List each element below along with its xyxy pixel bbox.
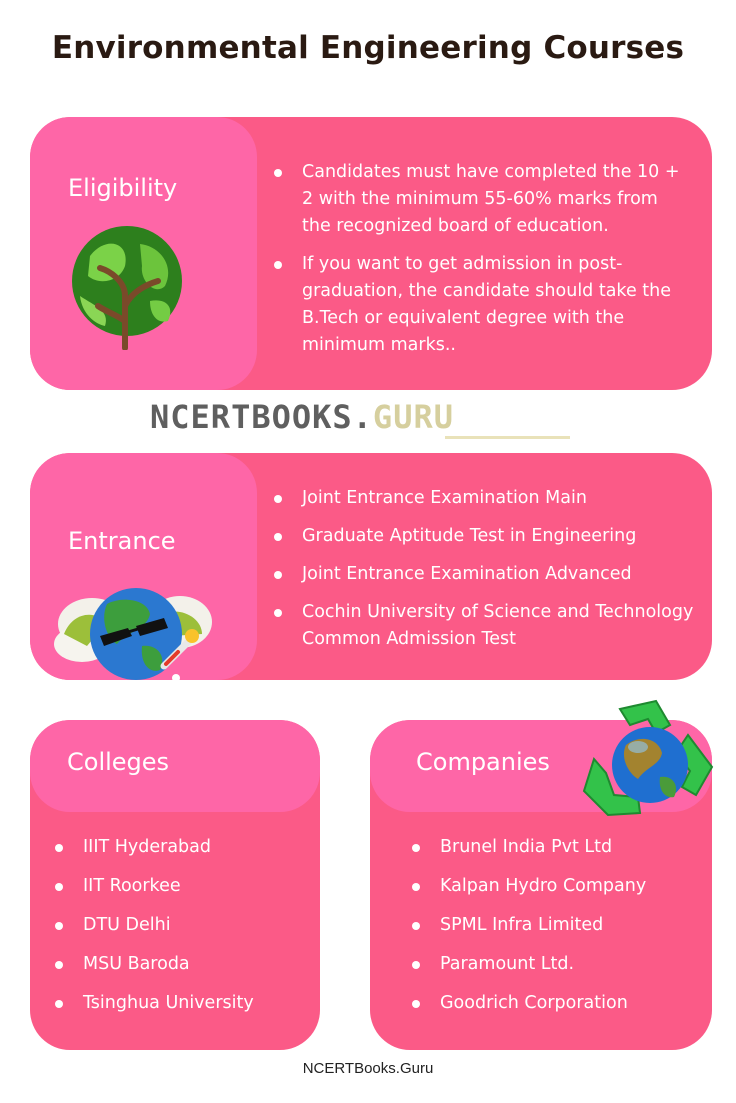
page-title: Environmental Engineering Courses xyxy=(51,30,685,66)
watermark-main: NCERTBOOKS. xyxy=(150,398,373,436)
list-item: Graduate Aptitude Test in Engineering xyxy=(272,523,702,550)
colleges-label: Colleges xyxy=(67,748,170,776)
list-item: Paramount Ltd. xyxy=(410,951,705,978)
tree-globe-icon xyxy=(70,226,186,350)
list-item: Kalpan Hydro Company xyxy=(410,873,705,900)
entrance-label: Entrance xyxy=(68,527,176,555)
list-item: IIIT Hyderabad xyxy=(53,834,315,861)
eligibility-label: Eligibility xyxy=(68,174,178,202)
list-item: Joint Entrance Examination Advanced xyxy=(272,561,702,588)
list-item: Cochin University of Science and Technology Common Admission Test xyxy=(272,599,702,653)
companies-list xyxy=(410,834,705,1017)
list-item: Tsinghua University xyxy=(53,990,315,1017)
entrance-list xyxy=(272,485,702,653)
watermark-underline xyxy=(445,436,570,439)
colleges-card xyxy=(30,720,320,1050)
companies-label: Companies xyxy=(416,748,550,776)
colleges-list xyxy=(53,834,315,1017)
watermark xyxy=(150,398,454,436)
globe-sunglasses-icon xyxy=(52,574,216,686)
list-item: SPML Infra Limited xyxy=(410,912,705,939)
recycle-globe-icon xyxy=(578,695,718,821)
list-item: DTU Delhi xyxy=(53,912,315,939)
watermark-accent: GURU xyxy=(372,398,454,436)
eligibility-list xyxy=(272,159,692,359)
list-item: Goodrich Corporation xyxy=(410,990,705,1017)
list-item: If you want to get admission in post-graduation, the candidate should take the B.Tech or equivalent degree with the minimum marks.. xyxy=(272,251,692,359)
list-item: Brunel India Pvt Ltd xyxy=(410,834,705,861)
list-item: Candidates must have completed the 10 + 2 with the minimum 55-60% marks from the recognized board of education. xyxy=(272,159,692,240)
footer-site-name: NCERTBooks.Guru xyxy=(302,1060,434,1077)
list-item: IIT Roorkee xyxy=(53,873,315,900)
list-item: Joint Entrance Examination Main xyxy=(272,485,702,512)
list-item: MSU Baroda xyxy=(53,951,315,978)
